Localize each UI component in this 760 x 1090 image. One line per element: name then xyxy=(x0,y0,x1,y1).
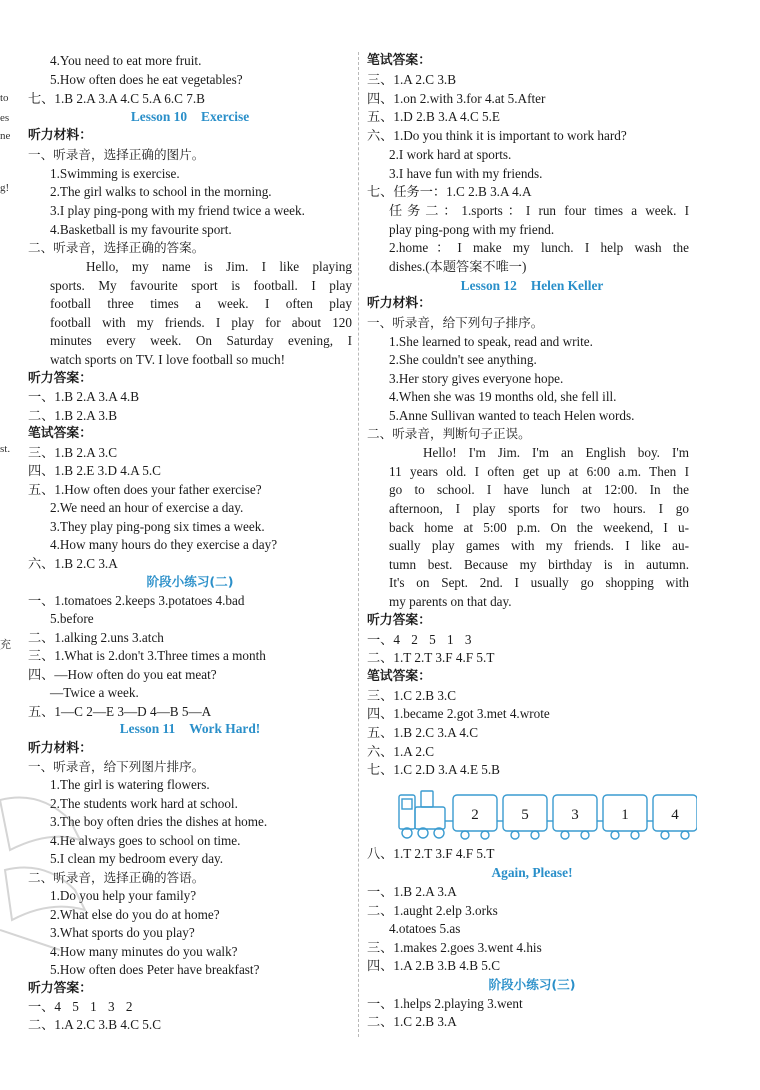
edge-fragment: to xyxy=(0,92,9,104)
edge-fragment: st. xyxy=(0,443,11,455)
train-car-number: 5 xyxy=(521,807,529,823)
edge-fragment: es xyxy=(0,112,10,124)
answer-line: 3.I have fun with my friends. xyxy=(389,166,543,181)
answer-line: 3.Her story gives everyone hope. xyxy=(389,371,564,386)
question-heading: 一、听录音，给下列图片排序。 xyxy=(28,759,205,774)
train-car-number: 4 xyxy=(671,807,679,823)
answer-line: 四、1.B 2.E 3.D 4.A 5.C xyxy=(28,463,161,478)
answer-line: 3.They play ping-pong six times a week. xyxy=(50,519,265,534)
section-heading: 听力材料： xyxy=(28,128,92,143)
answer-line: 三、1.C 2.B 3.C xyxy=(367,688,457,703)
listening-passage-line: tumn best. Because my birthday is in autumn. xyxy=(389,557,689,572)
answer-line: 六、1.A 2.C xyxy=(367,744,435,759)
answer-line: 七、1.C 2.D 3.A 4.E 5.B xyxy=(367,762,500,777)
answer-line: 五、1—C 2—E 3—D 4—B 5—A xyxy=(28,704,212,719)
answer-line: 一、1.B 2.A 3.A xyxy=(367,884,457,899)
section-heading: 听力答案： xyxy=(28,981,92,996)
listening-passage-line: my parents on that day. xyxy=(389,594,512,609)
answer-line: 三、1.makes 2.goes 3.went 4.his xyxy=(367,940,542,955)
answer-line: 2.She couldn't see anything. xyxy=(389,352,537,367)
answer-line: 5.before xyxy=(50,611,94,626)
answer-line: 4.He always goes to school on time. xyxy=(50,833,241,848)
answer-line: 1.Do you help your family? xyxy=(50,888,197,903)
answer-line: 六、1.B 2.C 3.A xyxy=(28,556,118,571)
answer-line: 4.When she was 19 months old, she fell ill. xyxy=(389,389,617,404)
answer-line: 五、1.B 2.C 3.A 4.C xyxy=(367,725,479,740)
answer-line: 2.The students work hard at school. xyxy=(50,796,238,811)
answer-line: 一、4 2 5 1 3 xyxy=(367,632,472,647)
answer-line: 一、1.B 2.A 3.A 4.B xyxy=(28,389,140,404)
question-heading: 二、听录音，选择正确的答案。 xyxy=(28,240,205,255)
listening-passage-line: It's on Sept. 2nd. I usually go shopping with xyxy=(389,575,689,590)
listening-passage-line: afternoon, I play sports for two hours. I go xyxy=(389,501,689,516)
listening-passage-line: sually play games with my friends. I like au- xyxy=(389,538,689,553)
answer-line: 3.I play ping-pong with my friend twice a week. xyxy=(50,203,305,218)
answer-line: 三、1.B 2.A 3.C xyxy=(28,445,118,460)
answer-line: dishes.(本题答案不唯一) xyxy=(389,259,527,274)
answer-line: 二、1.T 2.T 3.F 4.F 5.T xyxy=(367,650,495,665)
answer-line: 1.The girl is watering flowers. xyxy=(50,777,210,792)
answer-line: 一、4 5 1 3 2 xyxy=(28,999,133,1014)
question-heading: 一、听录音，给下列句子排序。 xyxy=(367,315,544,330)
stage-practice-3-title: 阶段小练习(三) xyxy=(488,977,576,992)
listening-passage-line: football three times a week. I often play xyxy=(50,296,352,311)
answer-line: 2.I work hard at sports. xyxy=(389,147,512,162)
watermark-graphic xyxy=(0,780,90,960)
answer-line: 4.How many minutes do you walk? xyxy=(50,944,238,959)
question-heading: 一、听录音，选择正确的图片。 xyxy=(28,147,205,162)
train-car-number: 2 xyxy=(471,807,479,823)
train-illustration xyxy=(397,785,697,843)
answer-line: 任务二：1.sports：I run four times a week. I xyxy=(389,203,689,218)
stage-practice-2-title: 阶段小练习(二) xyxy=(146,574,234,589)
listening-passage-line: 11 years old. I often get up at 6:00 a.m. Then I xyxy=(389,464,689,479)
lesson-10-title: Lesson 10 Exercise xyxy=(130,109,250,124)
listening-passage-line: watch sports on TV. I love football so much! xyxy=(50,352,286,367)
edge-fragment: 充 xyxy=(0,639,11,651)
answer-line: 一、1.tomatoes 2.keeps 3.potatoes 4.bad xyxy=(28,593,245,608)
train-car-number: 1 xyxy=(621,807,629,823)
answer-line: 5.How often does Peter have breakfast? xyxy=(50,962,260,977)
answer-line: 3.The boy often dries the dishes at home. xyxy=(50,814,268,829)
edge-fragment: g! xyxy=(0,182,10,194)
answer-line: 三、1.What is 2.don't 3.Three times a month xyxy=(28,648,266,663)
answer-line: 二、1.A 2.C 3.B 4.C 5.C xyxy=(28,1017,161,1032)
section-heading: 听力材料： xyxy=(367,296,431,311)
answer-line: 三、1.A 2.C 3.B xyxy=(367,72,457,87)
question-heading: 二、听录音，选择正确的答语。 xyxy=(28,870,205,885)
section-heading: 笔试答案： xyxy=(28,426,92,441)
section-heading: 听力材料： xyxy=(28,741,92,756)
answer-line: 七、1.B 2.A 3.A 4.C 5.A 6.C 7.B xyxy=(28,91,205,106)
again-please-title: Again, Please! xyxy=(491,865,573,880)
answer-line: 4.Basketball is my favourite sport. xyxy=(50,222,232,237)
answer-line: 二、1.B 2.A 3.B xyxy=(28,408,118,423)
answer-line: 二、1.alking 2.uns 3.atch xyxy=(28,630,164,645)
answer-line: 六、1.Do you think it is important to work hard? xyxy=(367,128,627,143)
question-heading: 二、听录音，判断句子正误。 xyxy=(367,426,531,441)
answer-line: 4.otatoes 5.as xyxy=(389,921,461,936)
listening-passage-line: back home at 5:00 p.m. On the weekend, I u- xyxy=(389,520,689,535)
section-heading: 听力答案： xyxy=(28,371,92,386)
listening-passage-line: sports. My favourite sport is football. I play xyxy=(50,278,352,293)
answer-line: 2.What else do you do at home? xyxy=(50,907,220,922)
listening-passage-line: minutes every week. On Saturday evening, I xyxy=(50,333,352,348)
answer-line: 1.She learned to speak, read and write. xyxy=(389,334,593,349)
section-heading: 听力答案： xyxy=(367,613,431,628)
answer-line: 二、1.aught 2.elp 3.orks xyxy=(367,903,498,918)
train-car-number: 3 xyxy=(571,807,579,823)
answer-line: 四、1.A 2.B 3.B 4.B 5.C xyxy=(367,958,500,973)
answer-line: 七、任务一：1.C 2.B 3.A 4.A xyxy=(367,184,532,199)
answer-line: 4.How many hours do they exercise a day? xyxy=(50,537,278,552)
answer-line: 5.I clean my bedroom every day. xyxy=(50,851,224,866)
answer-line: —Twice a week. xyxy=(50,685,139,700)
answer-line: 4.You need to eat more fruit. xyxy=(50,53,202,68)
answer-line: 5.Anne Sullivan wanted to teach Helen words. xyxy=(389,408,635,423)
answer-line: 四、1.became 2.got 3.met 4.wrote xyxy=(367,706,550,721)
answer-line: 一、1.helps 2.playing 3.went xyxy=(367,996,523,1011)
answer-line: 五、1.D 2.B 3.A 4.C 5.E xyxy=(367,109,500,124)
answer-line: 五、1.How often does your father exercise? xyxy=(28,482,262,497)
answer-line: 四、—How often do you eat meat? xyxy=(28,667,217,682)
answer-line: play ping-pong with my friend. xyxy=(389,222,555,237)
answer-line: 八、1.T 2.T 3.F 4.F 5.T xyxy=(367,846,495,861)
listening-passage-line: go to school. I have lunch at 12:00. In the xyxy=(389,482,689,497)
listening-passage-line: Hello, my name is Jim. I like playing xyxy=(86,259,352,274)
answer-line: 四、1.on 2.with 3.for 4.at 5.After xyxy=(367,91,546,106)
column-divider xyxy=(358,52,360,1037)
section-heading: 笔试答案： xyxy=(367,669,431,684)
answer-line: 2.home：I make my lunch. I help wash the xyxy=(389,240,689,255)
answer-line: 1.Swimming is exercise. xyxy=(50,166,180,181)
lesson-12-title: Lesson 12 Helen Keller xyxy=(460,278,604,293)
answer-line: 5.How often does he eat vegetables? xyxy=(50,72,243,87)
answer-line: 二、1.C 2.B 3.A xyxy=(367,1014,457,1029)
listening-passage-line: Hello! I'm Jim. I'm an English boy. I'm xyxy=(423,445,689,460)
section-heading: 笔试答案： xyxy=(367,53,431,68)
answer-line: 2.We need an hour of exercise a day. xyxy=(50,500,244,515)
answer-line: 3.What sports do you play? xyxy=(50,925,195,940)
answer-line: 2.The girl walks to school in the morning. xyxy=(50,184,272,199)
edge-fragment: ne xyxy=(0,130,11,142)
listening-passage-line: football with my friends. I play for about 120 xyxy=(50,315,352,330)
lesson-11-title: Lesson 11 Work Hard! xyxy=(119,721,261,736)
